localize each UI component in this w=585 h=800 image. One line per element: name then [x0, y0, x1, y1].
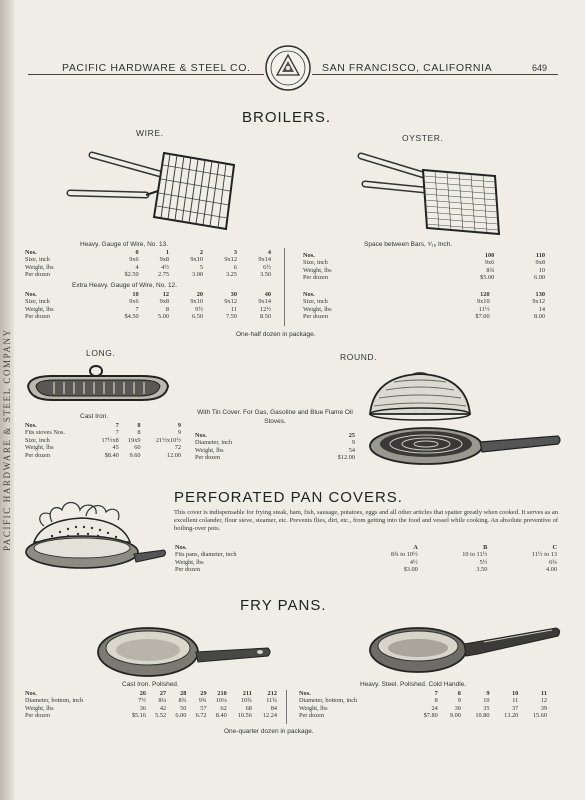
oyster-label: OYSTER.: [402, 133, 444, 143]
steel-fry-pan-caption: Heavy. Steel. Polished. Cold Handle.: [360, 681, 467, 688]
round-broiler-illustration: [364, 362, 564, 472]
page-number: 649: [532, 63, 548, 73]
wire-gauge-heavy: Heavy. Gauge of Wire, No. 13.: [80, 241, 169, 248]
oyster-broiler-illustration: [355, 146, 505, 238]
oyster-spec-table-2: Nos. 120 130 Size, inch 9x10 9x12 Weight, lbs 11½ 14 Per dozen $7.00 8.00: [303, 291, 545, 321]
company-seal-icon: [264, 44, 312, 92]
column-divider: [284, 248, 285, 326]
pan-covers-description: This cover is indispensable for frying steak, ham, fish, sausage, potatoes, eggs and all other articles that spatter greatly when cooked. It serves as an excellent colander, flour sieve, steamer, etc. Prevents flies, dirt, etc., from getting into the food and vessel while cooking. An absolute preventive of boiling-over pots.: [174, 509, 558, 532]
long-broiler-spec-table: Nos. 7 8 9 Fits stoves Nos. 7 8 9 Size, inch 17½x8 19x9 21½x10½ Weight, lbs 45 60 72 Per dozen $8.40 9.60 12.00: [25, 422, 181, 459]
cast-fry-pan-caption: Cast Iron. Polished.: [122, 681, 179, 688]
broilers-package-note: One-half dozen in package.: [236, 331, 316, 338]
fry-pans-title: FRY PANS.: [240, 597, 327, 614]
wire-extra-spec-table: Nos. 10 12 20 30 40 Size, inch 9x6 9x8 9x10 9x12 9x14 Weight, lbs 7 8 9½ 11 12½ Per dozen $4.50 5.00 6.50 7.50 8.50: [25, 291, 271, 321]
steel-fry-pan-illustration: [366, 618, 566, 678]
oyster-spec-table-1: Nos. 100 110 Size, inch 9x6 9x8 Weight, lbs 8¾ 10 Per dozen $5.00 6.00: [303, 252, 545, 282]
side-company-text: PACIFIC HARDWARE & STEEL COMPANY: [2, 328, 12, 552]
round-broiler-description: With Tin Cover. For Gas, Gasoline and Blue Flame Oil Stoves.: [197, 409, 353, 425]
company-name: PACIFIC HARDWARE & STEEL CO.: [62, 62, 251, 74]
long-label: LONG.: [86, 348, 116, 358]
round-broiler-spec-table: Nos. 25 Diameter, inch 9 Weight, lbs 54 Per dozen $12.00: [195, 432, 355, 462]
long-broiler-material: Cast Iron.: [80, 413, 109, 420]
pan-covers-title: PERFORATED PAN COVERS.: [174, 489, 403, 506]
broilers-title: BROILERS.: [242, 109, 332, 126]
long-broiler-illustration: [22, 362, 172, 410]
fry-pans-package-note: One-quarter dozen in package.: [224, 728, 314, 735]
wire-broiler-illustration: [62, 143, 242, 235]
wire-heavy-spec-table: Nos. 0 1 2 3 4 Size, inch 9x6 9x8 9x10 9x12 9x14 Weight, lbs 4 4½ 5 6 6½ Per dozen $2.50 2.75 3.00 3.25 3.50: [25, 249, 271, 279]
pan-cover-illustration: [22, 496, 167, 578]
wire-gauge-extra: Extra Heavy. Gauge of Wire, No. 12.: [72, 282, 178, 289]
fry-pans-divider: [286, 690, 287, 724]
round-label: ROUND.: [340, 352, 378, 362]
cast-iron-fry-pan-illustration: [92, 618, 272, 680]
company-city: SAN FRANCISCO, CALIFORNIA: [322, 62, 493, 74]
wire-label: WIRE.: [136, 128, 164, 138]
oyster-bar-spacing: Space between Bars, ⁵⁄₁₆ Inch.: [364, 241, 453, 248]
pan-covers-spec-table: Nos. A B C Fits pans, diameter, inch 8¾ to 10½ 10 to 11½ 11½ to 13 Weight, lbs 4½ 5½ 6¾ Per dozen $3.00 3.50 4.00: [175, 544, 557, 574]
header-rule-left: [28, 74, 264, 75]
header-rule-right: [312, 74, 558, 75]
steel-fry-pan-spec-table: Nos. 7 8 9 10 11 Diameter, bottom, inch 8 9 10 11 12 Weight, lbs 24 30 35 37 39 Per dozen $7.80 9.00 10.80 13.20 15.60: [299, 690, 547, 720]
cast-fry-pan-spec-table: Nos. 26 27 28 29 210 211 212 Diameter, bottom, inch 7½ 8¼ 8¾ 9¾ 10¼ 10¾ 11¾ Weight, lbs 36 42 50 57 62 68 84 Per dozen $5.16 5.52 6.00 6.72 8.40 10.56 12.24: [25, 690, 277, 720]
